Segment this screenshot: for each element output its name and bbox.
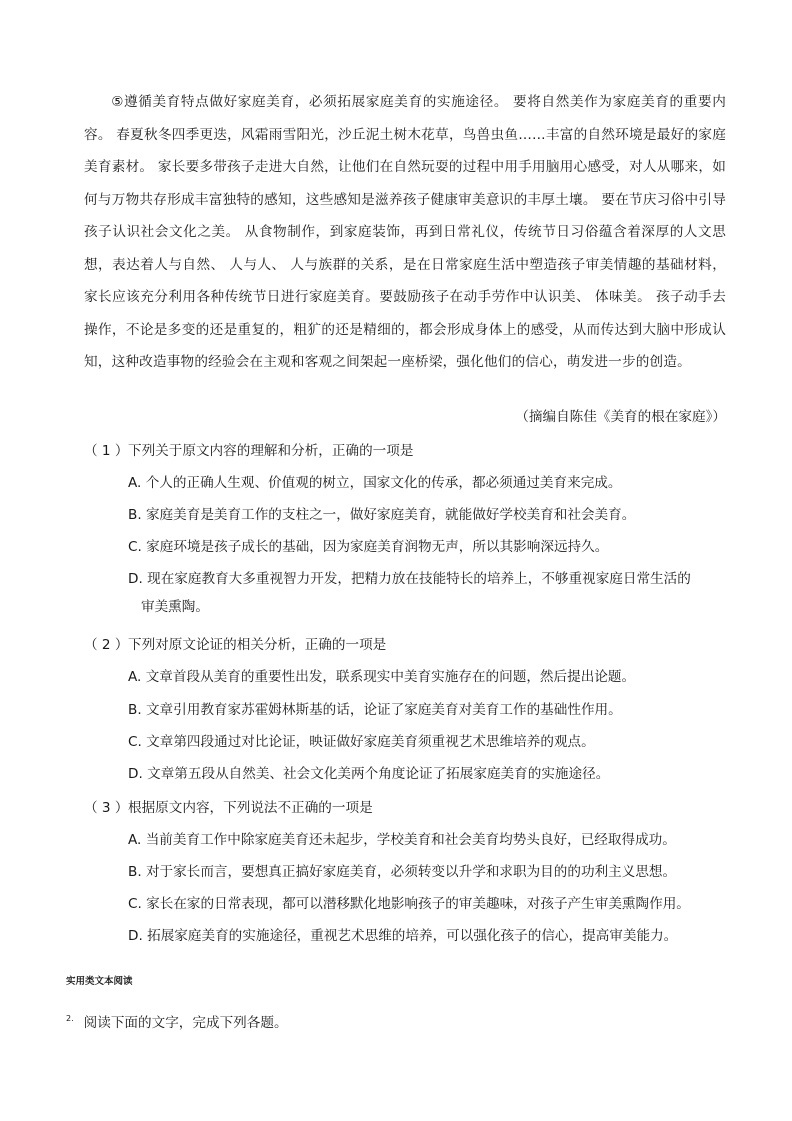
- question-3-option-a: A. 当前美育工作中除家庭美育还未起步，学校美育和社会美育均势头良好，已经取得成功。: [128, 832, 676, 848]
- question-2-option-a: A. 文章首段从美育的重要性出发，联系现实中美育实施存在的问题，然后提出论题。: [128, 669, 636, 685]
- question-1-option-d-line2: 审美熏陶。: [141, 599, 209, 615]
- task-prompt: [66, 1010, 288, 1036]
- question-2: [84, 632, 734, 658]
- question-2-stem: 下列对原文论证的相关分析，正确的一项是: [128, 637, 387, 653]
- question-1-option-d-line1: D. 现在家庭教育大多重视智力开发，把精力放在技能特长的培养上，不够重视家庭日常生活的: [128, 571, 691, 587]
- question-3-option-c: C. 家长在家的日常表现，都可以潜移默化地影响孩子的审美趣味，对孩子产生审美熏陶作用。: [128, 896, 690, 912]
- question-3-option-b: B. 对于家长而言，要想真正搞好家庭美育，必须转变以升学和求职为目的的功利主义思想。: [128, 864, 677, 880]
- question-3-option-d: D. 拓展家庭美育的实施途径，重视艺术思维的培养，可以强化孩子的信心，提高审美能力。: [128, 928, 678, 944]
- question-1-stem: 下列关于原文内容的理解和分析，正确的一项是: [128, 443, 414, 459]
- question-2-option-c: C. 文章第四段通过对比论证，映证做好家庭美育须重视艺术思维培养的观点。: [128, 734, 595, 750]
- question-1-option-a: A. 个人的正确人生观、价值观的树立，国家文化的传承，都必须通过美育来完成。: [128, 475, 622, 491]
- question-2-number: （ 2 ）: [84, 637, 129, 653]
- passage-paragraph: ⑤遵循美育特点做好家庭美育，必须拓展家庭美育的实施途径。 要将自然美作为家庭美育的重要内容。 春夏秋冬四季更迭，风霜雨雪阳光，沙丘泥土树木花草，鸟兽虫鱼……丰富的自然环境是最好的家庭美育素材。 家长要多带孩子走进大自然，让他们在自然玩耍的过程中用手用脑用心感受，对人从哪来，如何与万物共存形成丰富独特的感知，这些感知是滋养孩子健康审美意识的丰厚土壤。 要在节庆习俗中引导孩子认识社会文化之美。 从食物制作，到家庭装饰，再到日常礼仪，传统节日习俗蕴含着深厚的人文思想，表达着人与自然、 人与人、 人与族群的关系，是在日常家庭生活中塑造孩子审美情趣的基础材料，家长应该充分利用各种传统节日进行家庭美育。要鼓励孩子在动手劳作中认识美、 体味美。 孩子动手去操作，不论是多变的还是重复的，粗犷的还是精细的，都会形成身体上的感受，从而传达到大脑中形成认知，这种改造事物的经验会在主观和客观之间架起一座桥梁，强化他们的信心，萌发进一步的创造。: [84, 94, 726, 370]
- question-3-number: （ 3 ）: [84, 800, 129, 816]
- passage-source: （摘编自陈佳《美育的根在家庭》）: [515, 409, 726, 425]
- question-1-option-c: C. 家庭环境是孩子成长的基础，因为家庭美育润物无声，所以其影响深远持久。: [128, 539, 609, 555]
- task-text: 阅读下面的文字，完成下列各题。: [83, 1015, 288, 1031]
- question-2-option-d: D. 文章第五段从自然美、社会文化美两个角度论证了拓展家庭美育的实施途径。: [128, 766, 610, 782]
- section-label: 实用类文本阅读: [66, 976, 133, 987]
- question-1: [84, 438, 734, 464]
- task-number: 2.: [66, 1014, 74, 1023]
- question-2-option-b: B. 文章引用教育家苏霍姆林斯基的话，论证了家庭美育对美育工作的基础性作用。: [128, 702, 622, 718]
- question-3-stem: 根据原文内容，下列说法不正确的一项是: [128, 800, 373, 816]
- question-1-option-d: [128, 565, 734, 621]
- question-1-number: （ 1 ）: [84, 443, 129, 459]
- question-1-option-b: B. 家庭美育是美育工作的支柱之一，做好家庭美育，就能做好学校美育和社会美育。: [128, 507, 636, 523]
- question-3: [84, 795, 734, 821]
